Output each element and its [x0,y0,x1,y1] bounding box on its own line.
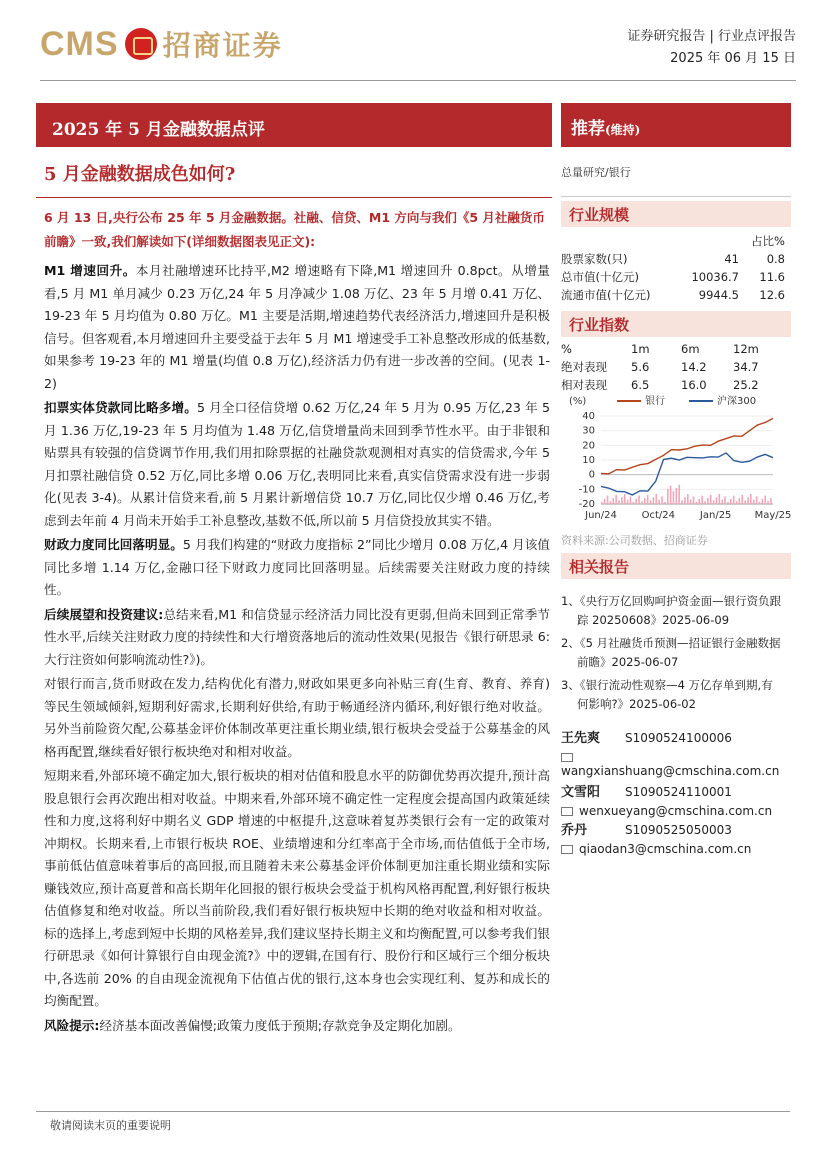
mail-icon [561,753,573,762]
analyst-card [561,819,791,856]
related-report-link[interactable]: 3、《银行流动性观察—4 万亿存单到期,有何影响?》2025-06-02 [561,678,773,711]
volume-bar [601,502,603,504]
row-pct: 11.6 [759,270,785,284]
col-header: % [561,342,572,356]
col-header: 12m [733,342,759,356]
volume-bar [753,500,755,504]
volume-bar [678,485,680,504]
volume-bar [624,494,626,504]
scale-section-header: 行业规模 [561,201,791,227]
report-body [44,260,550,1037]
paragraph-text: 对银行而言,货币财政在发力,结构优化有潜力,财政如果更多向补贴三育(生育、教育、养育)等民生领域倾斜,短期利好需求,长期利好供给,有助于畅通经济内循环,利好银行绝对收益。另外当前险资欠配,公募基金评价体制改革更注重长期业绩,银行板块会受益于公募基金的风格再配置,继续看好银行板块绝对和相对收益。 [44,676,550,759]
volume-bar [638,496,640,504]
chart-source: 资料来源:公司数据、招商证券 [561,534,708,547]
volume-bar [661,496,663,504]
paragraph-m1 [44,260,550,395]
y-axis-ticks [579,411,595,510]
lead-summary: 6 月 13 日,央行公布 25 年 5 月金融数据。社融、信贷、M1 方向与我们《5 月社融货币前瞻》一致,我们解读如下(详细数据图表见正文): [44,210,545,249]
volume-bar [690,500,692,504]
volume-bar [604,499,606,504]
scale-table [561,232,785,304]
unit-header: 占比% [751,234,785,248]
mail-icon [561,845,573,854]
row-value: 10036.7 [691,270,739,284]
row-value: 16.0 [681,378,707,392]
volume-bar [747,497,749,504]
table-row [561,232,785,250]
volume-bar [684,497,686,504]
paragraph-outlook [44,604,550,672]
volume-bar [730,499,732,504]
row-label: 流通市值(十亿元) [561,288,651,302]
paragraph-loans [44,397,550,532]
analyst-id: S1090524100006 [625,731,732,745]
volume-bar [621,497,623,504]
paragraph-heading: 扣票实体贷款同比略多增。 [44,400,197,415]
volume-bar [727,502,729,504]
volume-bar [635,499,637,504]
paragraph-text: 5 月全口径信贷增 0.62 万亿,24 年 5 月为 0.95 万亿,23 年 5 月 1.36 万亿,19-23 年 5 月均值为 1.48 万亿,信贷增量尚未回到季节性水平。由于非银和贴票具有较强的信贷调节作用,我们用扣除票据的社融贷款观测相对真实的信贷需求,今年 5 月扣票社融信贷 0.52 万亿,同比多增 0.06 万亿,表明同比来看,真实信贷需求没有进一步弱化(见表 3-4)。从累计信贷来看,前 5 月累计新增信贷 10.7 万亿,同比仅少增 0.46 万亿,考虑到去年前 4 月尚未开始手工补息整改,基数不低,所以前 5 月信贷投放其实不错。 [44,400,550,528]
row-label: 相对表现 [561,378,607,392]
y-tick-label: -10 [578,484,595,496]
y-tick-label: 30 [582,425,595,437]
footer-divider [36,1111,790,1112]
volume-bar [618,500,620,504]
rating-category: 总量研究/银行 [561,166,631,179]
volume-bar [716,497,718,504]
volume-bar [655,494,657,504]
logo-mark-icon [125,28,157,60]
paragraph-text: 5 月我们构建的“财政力度指标 2”同比少增月 0.08 万亿,4 月该值同比多增 1.14 万亿,金融口径下财政力度同比回落明显。后续需要关注财政力度的持续性。 [44,537,550,597]
table-header-row [561,340,785,358]
company-logo [40,22,283,66]
y-tick-label: 40 [582,411,595,422]
row-pct: 12.6 [759,288,785,302]
volume-bar [707,498,709,504]
rating-label: 推荐 [571,119,605,139]
volume-bar [739,498,741,504]
series-line-hs300 [601,453,773,495]
volume-bar [641,501,643,504]
rating-banner [561,103,791,147]
related-reports-list [561,592,783,718]
index-section-header: 行业指数 [561,311,791,337]
y-tick-label: 10 [582,455,595,466]
volume-bar [741,495,743,504]
title-banner: 2025 年 5 月金融数据点评 [36,103,552,147]
volume-bar [681,500,683,504]
paragraph-text: 短期来看,外部环境不确定加大,银行板块的相对估值和股息水平的防御优势再次提升,预计高股息银行会再次跑出相对收益。中期来看,外部环境不确定性一定程度会提高国内政策延续性和力度,这将利好中期名义 GDP 增速的中枢提升,这意味着复苏类银行会有一定的政策对冲期权。长期来看,上市银行板块 ROE、业绩增速和分红率高于全市场,而估值低于全市场,事前低估值意味着事后的高回报,而且随着未来公募基金评价体制更加注重长期业绩和实际赚钱效应,预计高夏普和高长期年化回报的银行板块会受益于机构风格再配置,利好银行板块估值修复和绝对收益。所以当前阶段,我们看好银行板块短中长期的绝对收益和相对收益。标的选择上,考虑到短中长期的风格差异,我们建议坚持长期主义和均衡配置,可以参考我们银行研思录《如何计算银行自由现金流?》中的逻辑,在国有行、股份行和区域行三个细分板块中,各选前 20% 的自由现金流视角下估值占优的银行,这本身也会实现红利、复苏和成长的均衡配置。 [44,768,550,1008]
analyst-card [561,727,791,778]
row-value: 41 [724,252,739,266]
analyst-name: 乔丹 [561,823,588,838]
volume-bar [693,496,695,504]
scale-table-wrap [561,232,791,304]
volume-bar [653,497,655,504]
index-table [561,340,785,394]
volume-bar [744,500,746,504]
volume-bar [770,498,772,504]
analyst-email[interactable]: qiaodan3@cmschina.com.cn [579,842,752,856]
header-divider [40,80,796,81]
table-row [561,358,785,376]
paragraph-risk [44,1015,550,1038]
report-date: 2025 年 06 月 15 日 [670,51,796,66]
analyst-name: 文雪阳 [561,785,601,800]
volume-bar [610,501,612,504]
volume-bar [721,500,723,504]
paragraph-text: 总结来看,M1 和信贷显示经济活力同比没有更弱,但尚未回到正常季节性水平,后续关注财政力度的持续性和大行增资落地后的流动性效果(见报告《银行研思录 6: 大行注资如何影响流动性?》)。 [44,606,550,667]
chart-gridlines [601,416,773,504]
volume-bar [750,494,752,504]
logo-latin: CMS [40,24,119,63]
volume-bar [644,498,646,504]
related-report-link[interactable]: 1、《央行万亿回购呵护资金面—银行资负跟踪 20250608》2025-06-09 [561,594,782,627]
paragraph-text: 经济基本面改善偏慢;政策力度低于预期;存款竞争及定期化加剧。 [99,1017,461,1033]
volume-bar [698,499,700,504]
volume-bar [764,496,766,504]
volume-bar [762,499,764,504]
volume-bar [710,495,712,504]
paragraph-heading: 风险提示: [44,1017,100,1033]
logo-chinese: 招商证券 [162,29,283,62]
volume-bar [713,500,715,504]
series-line-bank [601,418,773,473]
mail-icon [561,807,573,816]
chart-series [601,418,773,495]
volume-bar [630,496,632,504]
volume-bar [627,500,629,504]
row-value: 14.2 [681,360,707,374]
volume-bar [676,488,678,504]
x-tick-label: May/25 [754,510,791,521]
paragraph-heading: 财政力度同比回落明显。 [44,537,183,552]
paragraph-horizons [44,765,550,1013]
volume-bar [664,502,666,504]
volume-bar [670,486,672,504]
volume-bar [647,495,649,504]
header-meta [627,26,796,70]
paragraph-heading: 后续展望和投资建议: [44,606,164,622]
y-tick-label: 20 [582,440,595,452]
col-header: 6m [681,342,700,356]
table-row [561,286,785,304]
volume-bar [733,496,735,504]
x-tick-label: Jan/25 [699,510,732,521]
footer-note: 敬请阅读末页的重要说明 [50,1119,171,1132]
volume-bar [633,502,635,504]
legend-label-hs300: 沪深300 [717,396,757,407]
row-label: 股票家数(只) [561,252,628,266]
volume-bar [687,494,689,504]
volume-bars [601,485,772,504]
volume-bar [724,496,726,504]
subtitle-divider [36,197,552,198]
legend-label-bank: 银行 [645,396,665,407]
index-performance-chart [561,392,791,528]
volume-bar [719,494,721,504]
row-label: 绝对表现 [561,360,607,374]
table-row [561,250,785,268]
index-table-wrap [561,340,791,394]
volume-bar [673,491,675,504]
paragraph-text: 本月社融增速环比持平,M2 增速略有下降,M1 增速回升 0.8pct。从增量看,5 月 M1 单月减少 0.23 万亿,24 年 5 月净减少 1.08 万亿、23 年 5 月增 0.41 万亿、19-23 年 5 月均值为 0.80 万亿。M1 主要是活期,增速趋势代表经济活力,增速回升是积极信号。但客观看,本月增速回升主要受益于去年 5 月 M1 增速受手工补息整改形成的低基数,如果参考 19-23 年的 M1 增量(均值 0.8 万亿),经济活力仍有进一步改善的空间。(见表 1-2) [44,263,550,391]
chart-ylabel: (%) [569,396,587,407]
volume-bar [756,496,758,504]
analyst-email[interactable]: wangxianshuang@cmschina.com.cn [561,764,780,778]
row-pct: 0.8 [766,252,785,266]
volume-bar [607,496,609,504]
y-tick-label: 0 [588,469,595,481]
volume-bar [736,501,738,504]
volume-bar [767,501,769,504]
report-type: 证券研究报告 | 行业点评报告 [627,29,796,44]
volume-bar [701,496,703,504]
row-value: 5.6 [631,360,650,374]
x-tick-label: Jun/24 [585,510,617,521]
volume-bar [650,500,652,504]
paragraph-fiscal [44,534,550,602]
chart-legend [617,394,756,407]
volume-bar [667,489,669,504]
volume-bar [615,495,617,504]
related-section-header: 相关报告 [561,553,791,579]
analyst-id: S1090525050003 [625,823,732,837]
row-value: 25.2 [733,378,759,392]
x-tick-label: Oct/24 [641,510,676,521]
y-tick-label: -20 [578,499,595,510]
volume-bar [704,501,706,504]
analyst-card [561,781,791,818]
volume-bar [658,500,660,504]
row-value: 6.5 [631,378,650,392]
volume-bar [612,498,614,504]
volume-bar [696,502,698,504]
x-axis-ticks [584,510,791,521]
report-subtitle: 5 月金融数据成色如何? [44,164,236,185]
row-value: 34.7 [733,360,759,374]
analyst-id: S1090524110001 [625,785,732,799]
col-header: 1m [631,342,650,356]
row-value: 9944.5 [698,288,739,302]
related-report-link[interactable]: 2、《5 月社融货币预测—招证银行金融数据前瞻》2025-06-07 [561,636,781,669]
row-label: 总市值(十亿元) [561,270,639,284]
table-row [561,268,785,286]
rating-sub: (维持) [605,123,641,137]
paragraph-banks [44,673,550,763]
analyst-name: 王先爽 [561,731,601,746]
rating-divider [561,196,791,197]
analyst-email[interactable]: wenxueyang@cmschina.com.cn [579,804,773,818]
volume-bar [759,502,761,504]
paragraph-heading: M1 增速回升。 [44,263,136,278]
